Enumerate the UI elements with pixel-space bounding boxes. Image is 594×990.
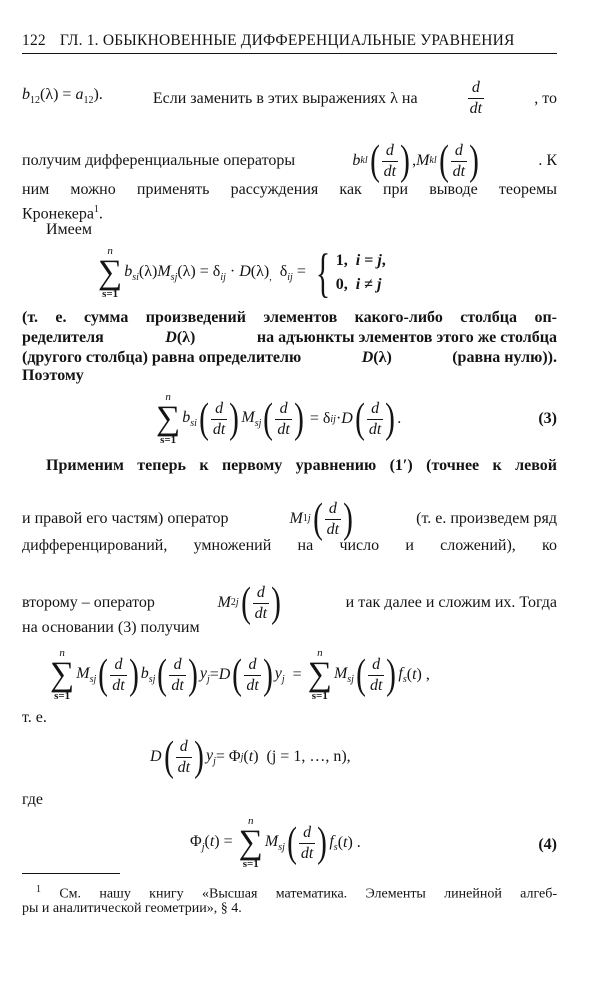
equation-identity: n ∑ s=1 $b_{si}(\lambda)M_{sj}(\lambda) = \delta_{ij} \cdot D(\lambda)_,$ $\delta_{ij}$ = { 1, i = j, 0, i ≠ j: [98, 243, 386, 303]
equation-4: $\Phi_j(t)$ = n ∑ s=1 $M_{sj}$ ( $\frac{d}{dt}$ ) $f_s$ ( t ) .: [190, 815, 361, 870]
page-number: 122: [22, 32, 46, 49]
text-line-14: на основании (3) получим: [22, 619, 200, 636]
text-line-7: ределителя D(λ) на адъюнкты элементов этого же столбца: [22, 329, 557, 346]
footnote-line-1: $^1$ См. нашу книгу «Высшая математика. Элементы линейной алгеб-: [36, 884, 558, 902]
text-line-3: ним можно применять рассуждения как при выводе теоремы: [22, 181, 557, 198]
footnote-rule: [22, 873, 120, 874]
running-header: [22, 32, 557, 54]
text-line-6: (т. е. сумма произведений элементов какого-либо столбца оп-: [22, 309, 557, 326]
text-line-8: (другого столбца) равна определителю D(λ) (равна нулю)).: [22, 349, 557, 366]
equation-summed: n ∑ s=1 $M_{sj}$ ( $\frac{d}{dt}$ ) $b_{sj}$ ( $\frac{d}{dt}$ ) $y_j$ = D ( $\frac{d}{dt}$ ) $y_j$ = n ∑ s=1 $M_{sj}$ ( $\frac{d}{dt}$ ) $f_s$ ( t ) ,: [50, 647, 430, 702]
equation-4-number: (4): [538, 836, 557, 853]
equation-3: n ∑ s=1 $b_{si}$ ( $\frac{d}{dt}$ ) $M_{sj}$ ( $\frac{d}{dt}$ ) = δ ij · D ( $\frac{d}{dt}$ ) .: [156, 391, 402, 446]
footnote-line-2: ры и аналитической геометрии», § 4.: [22, 901, 242, 916]
equation-3-number: (3): [538, 410, 557, 427]
text-line-2: получим дифференциальные операторы b kl ( $\frac{d}{dt}$ ) , M kl ( $\frac{d}{dt}$ ) . К: [22, 138, 557, 184]
text-k: . К: [538, 152, 557, 169]
text-operators: получим дифференциальные операторы: [22, 152, 296, 169]
text-line-4: Кронекера$^1$.: [22, 204, 103, 223]
text-line-10: Применим теперь к первому уравнению (1′) (точнее к левой: [46, 457, 557, 474]
text-line-9: Поэтому: [22, 367, 84, 384]
text-replace: Если заменить в этих выражениях λ на: [152, 89, 418, 107]
text-to: , то: [534, 89, 557, 107]
d-dt-fraction: $\frac{d}{dt}$: [469, 79, 483, 117]
text-line-5: Имеем: [46, 221, 93, 238]
text-line-13: второму – оператор M 2j ( $\frac{d}{dt}$ ) и так далее и сложим их. Тогда: [22, 580, 557, 626]
text-line-16: где: [22, 791, 44, 808]
index-range: (j = 1, …, n),: [266, 748, 351, 765]
text-line-12: дифференцирований, умножений на число и сложений), ко: [22, 537, 557, 554]
chapter-title: ГЛ. 1. ОБЫКНОВЕННЫЕ ДИФФЕРЕНЦИАЛЬНЫЕ УРАВНЕНИЯ: [59, 32, 515, 49]
text-line-11: и правой его частям) оператор M 1j ( $\frac{d}{dt}$ ) (т. е. произведем ряд: [22, 496, 557, 542]
text-line-15: т. е.: [22, 709, 47, 726]
equation-reduced: D ( $\frac{d}{dt}$ ) $y_j$ = Φ j ( t ) (j = 1, …, n),: [150, 734, 351, 780]
text-line-1: $b_{12}(\lambda) = a_{12}$). Если заменить в этих выражениях λ на $\frac{d}{dt}$ , то: [22, 79, 557, 117]
